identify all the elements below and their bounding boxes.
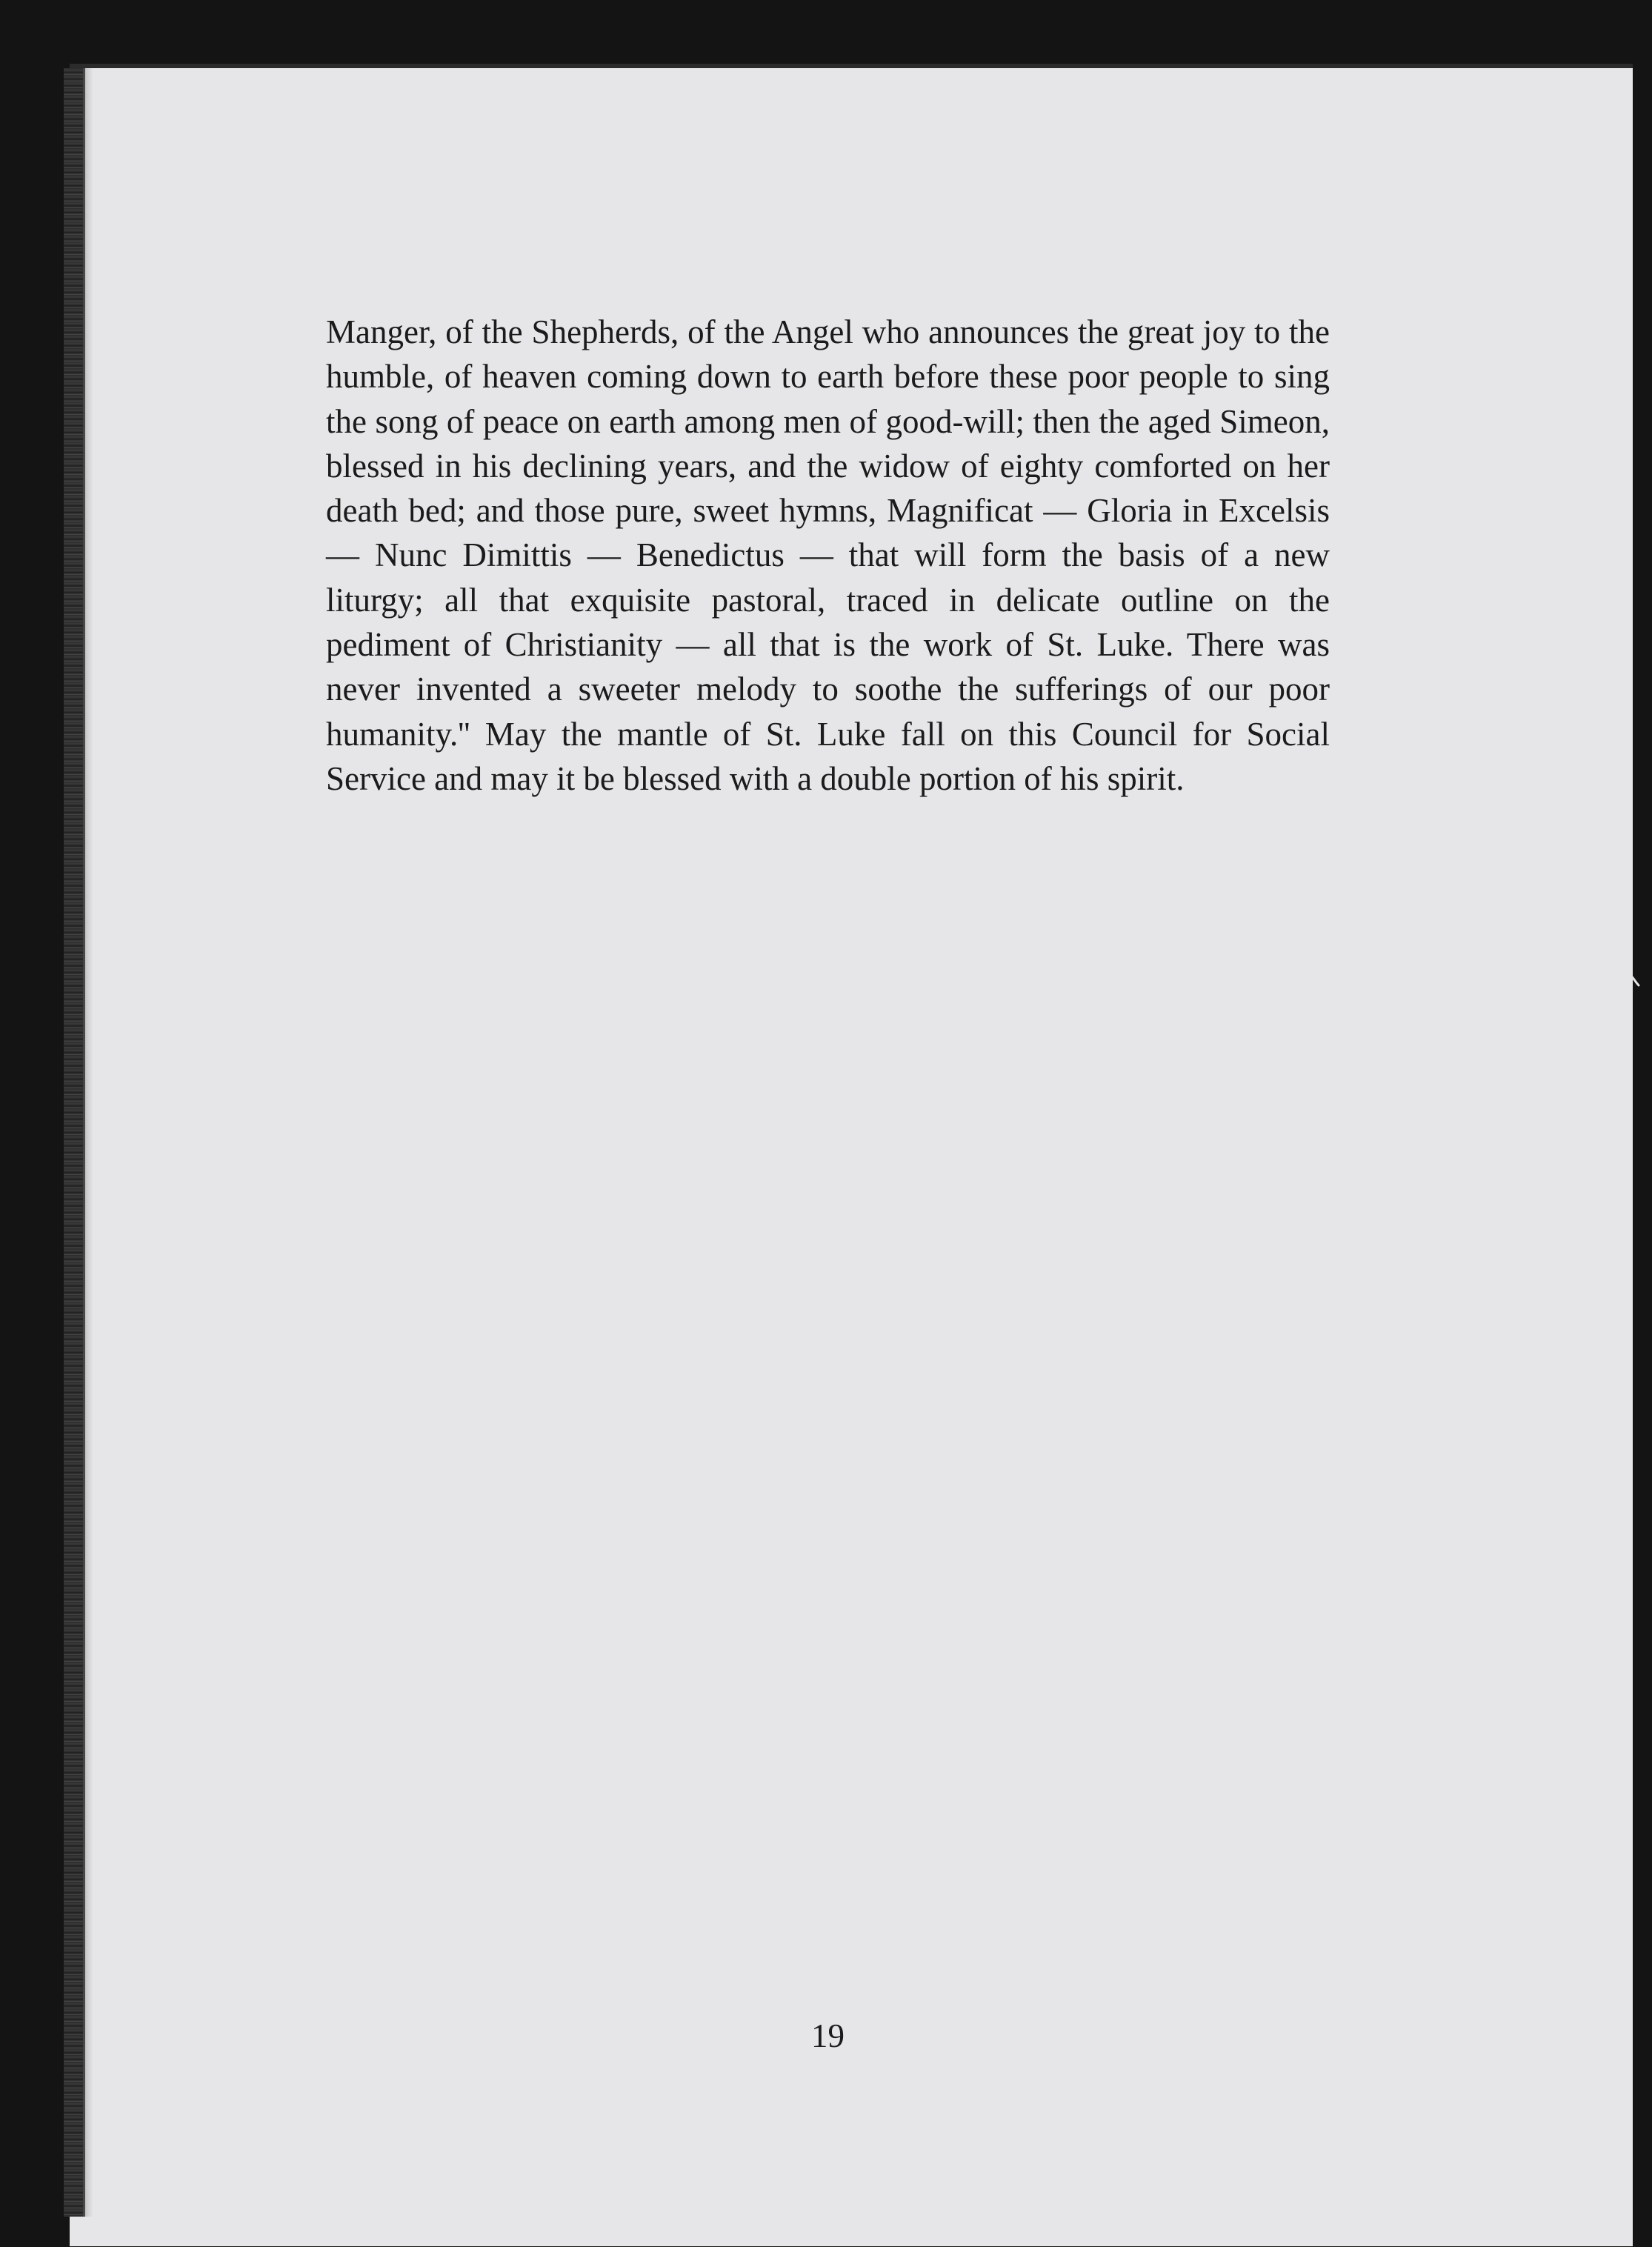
- body-paragraph: Manger, of the Shepherds, of the Angel who announces the great joy to the humble, of heaven coming down to earth before these poor people to sing the song of peace on earth among men of good-will; then the aged Simeon, blessed in his declining years, and the widow of eighty comforted on her death bed; and those pure, sweet hymns, Magnificat — Gloria in Excelsis — Nunc Dimittis — Benedictus — that will form the basis of a new liturgy; all that exquisite pastoral, traced in delicate outline on the pediment of Christianity — all that is the work of St. Luke. There was never invented a sweeter melody to soothe the sufferings of our poor humanity.'' May the mantle of St. Luke fall on this Council for Social Service and may it be blessed with a double portion of his spirit.: [326, 313, 1330, 797]
- book-binding-edge: [64, 68, 85, 2217]
- margin-pencil-mark-icon: [1612, 971, 1642, 1003]
- binding-shadow: [83, 68, 93, 2217]
- page-number: 19: [811, 2017, 845, 2054]
